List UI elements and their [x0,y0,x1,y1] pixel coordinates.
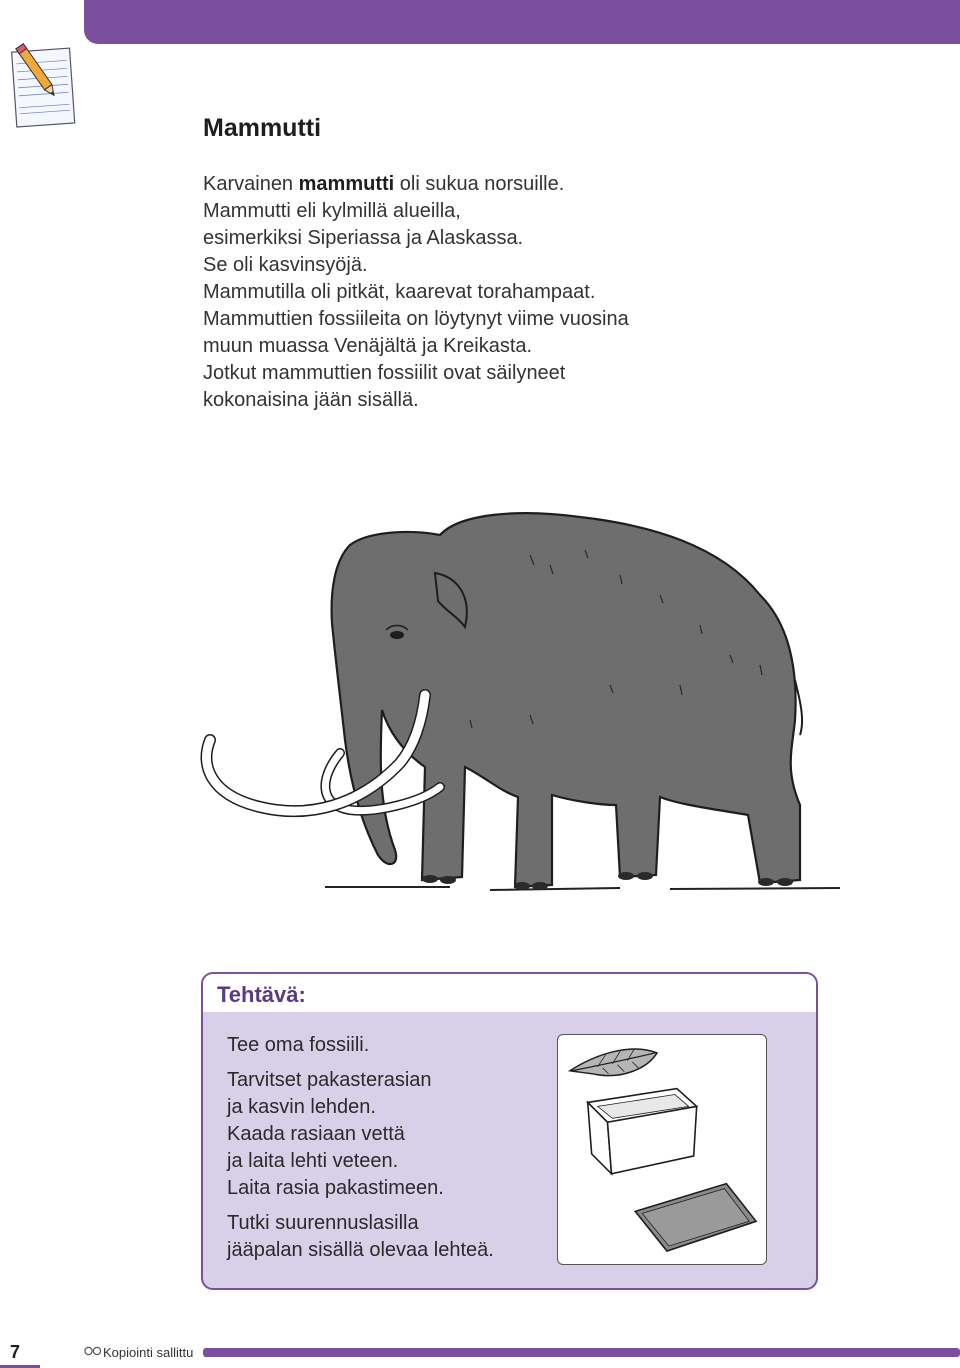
mammoth-illustration [200,505,845,900]
task-title: Tehtävä: [217,982,306,1007]
task-paragraph: Tee oma fossiili. [227,1034,370,1056]
page-title: Mammutti [203,114,322,142]
intro-line: muun muassa Venäjältä ja Kreikasta. [203,335,533,357]
copy-permission-label: Kopiointi sallittu [103,1345,194,1360]
intro-line: esimerkiksi Siperiassa ja Alaskassa. [203,227,524,249]
intro-line: Mammuttien fossiileita on löytynyt viime vuosina [203,308,629,330]
freezer-box-icon [588,1089,697,1174]
fossil-materials-illustration [557,1034,767,1265]
task-box [201,972,818,1290]
task-instructions [227,1032,557,1272]
task-paragraph: Tarvitset pakasterasian ja kasvin lehden. Kaada rasiaan vettä ja laita lehti veteen. Laita rasia pakastimeen. [227,1069,444,1199]
ice-slab-icon [635,1184,756,1251]
intro-line: Karvainen mammutti oli sukua norsuille. [203,173,565,195]
page-number: 7 [10,1342,21,1362]
intro-line: Mammutti eli kylmillä alueilla, [203,200,461,222]
intro-line: Se oli kasvinsyöjä. [203,254,368,276]
header-bar [84,0,960,44]
task-paragraph: Tutki suurennuslasilla jääpalan sisällä olevaa lehteä. [227,1212,494,1261]
notebook-pencil-icon [8,40,80,130]
leaf-icon [570,1049,657,1076]
intro-line: Jotkut mammuttien fossiilit ovat säilyneet [203,362,566,384]
intro-text [203,171,763,414]
intro-line: kokonaisina jään sisällä. [203,389,419,411]
intro-line: Mammutilla oli pitkät, kaarevat torahampaat. [203,281,596,303]
task-header [203,974,816,1012]
footer-bar [203,1348,960,1357]
keyword-mammutti: mammutti [298,173,395,195]
copy-circles-icon [84,1346,102,1356]
footer [0,1342,960,1365]
